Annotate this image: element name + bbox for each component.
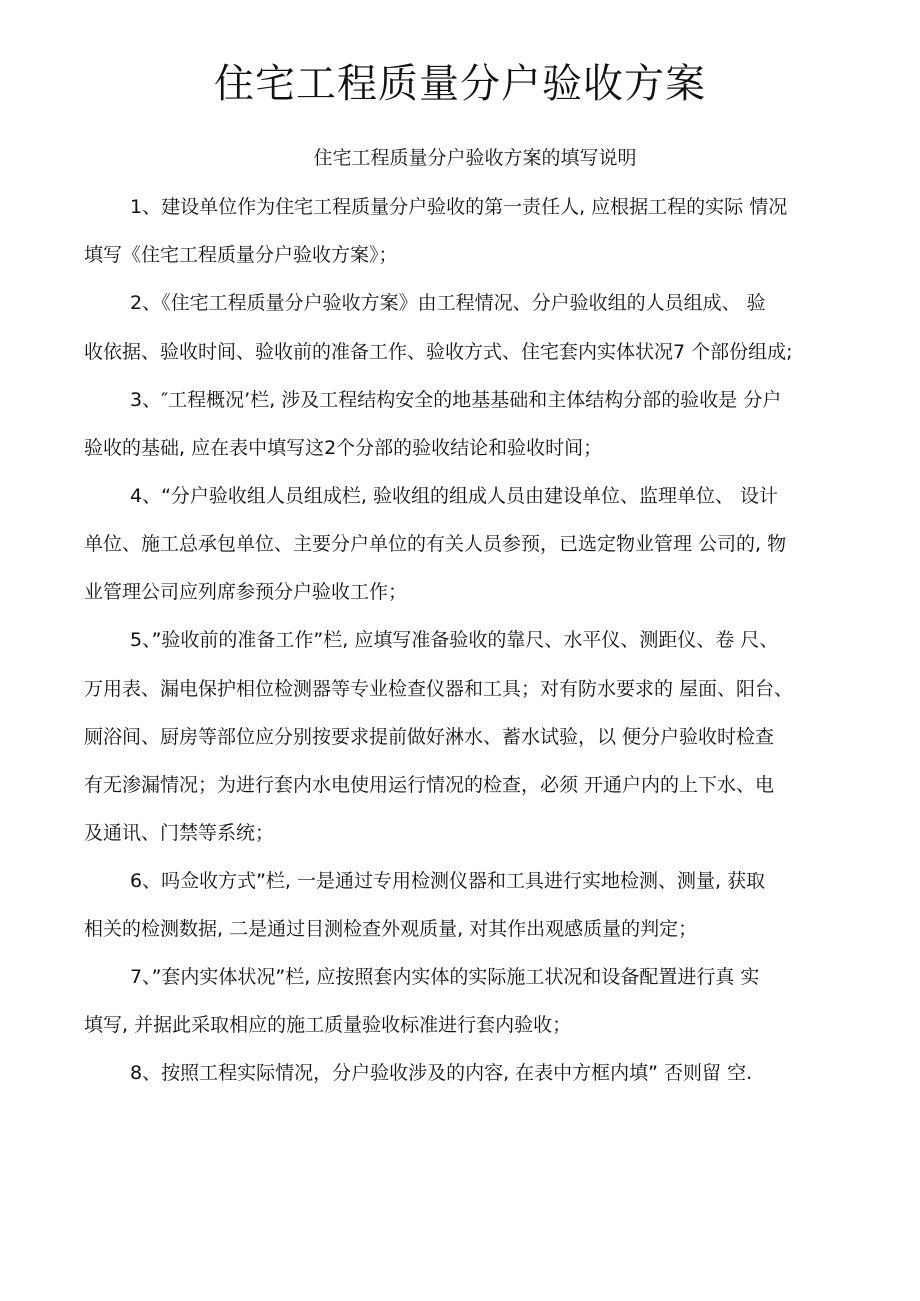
item-5-line-2: 万用表、漏电保护相位检测器等专业检查仪器和工具；对有防水要求的 屋面、阳台、: [84, 678, 794, 700]
document-subtitle: 住宅工程质量分户验收方案的填写说明: [313, 147, 637, 169]
item-4-line-1: 4、“分户验收组人员组成栏, 验收组的组成人员由建设单位、监理单位、 设计: [130, 485, 779, 507]
item-2-line-1: 2、《住宅工程质量分户验收方案》由工程情况、分户验收组的人员组成、 验: [130, 292, 766, 314]
item-5-line-3: 厕浴间、厨房等部位应分别按要求提前做好淋水、蓄水试验，以 便分户验收时检查: [84, 726, 775, 748]
item-6-line-2: 相关的检测数据, 二是通过目测检查外观质量, 对其作出观感质量的判定；: [84, 918, 698, 940]
item-4-line-3: 业管理公司应列席参预分户验收工作；: [84, 581, 408, 603]
document-title: 住宅工程质量分户验收方案: [214, 61, 706, 107]
item-1-line-2: 填写《住宅工程质量分户验收方案》；: [84, 244, 398, 266]
item-8-line-1: 8、按照工程实际情况，分户验收涉及的内容, 在表中方框内填” 否则留 空.: [130, 1062, 753, 1084]
item-3-line-2: 验收的基础, 应在表中填写这2个分部的验收结论和验收时间；: [84, 437, 603, 459]
item-5-line-5: 及通讯、门禁等系统；: [84, 822, 275, 844]
item-6-line-1: 6、吗佥收方式”栏, 一是通过专用检测仪器和工具进行实地检测、测量, 获取: [130, 870, 766, 892]
item-2-line-2: 收依据、验收时间、验收前的准备工作、验收方式、住宅套内实体状况7 个部份组成;: [84, 341, 793, 363]
item-5-line-1: 5、”验收前的准备工作”栏, 应填写准备验收的靠尺、水平仪、测距仪、卷 尺、: [130, 629, 779, 651]
item-5-line-4: 有无渗漏情况；为进行套内水电使用运行情况的检查，必须 开通户内的上下水、电: [84, 774, 775, 796]
item-4-line-2: 单位、施工总承包单位、主要分户单位的有关人员参预，已选定物业管理 公司的, 物: [84, 533, 787, 555]
item-7-line-2: 填写, 并据此采取相应的施工质量验收标准进行套内验收；: [84, 1014, 572, 1036]
item-7-line-1: 7、”套内实体状况”栏, 应按照套内实体的实际施工状况和设备配置进行真 实: [130, 966, 760, 988]
item-1-line-1: 1、建设单位作为住宅工程质量分户验收的第一责任人, 应根据工程的实际 情况: [130, 196, 788, 218]
item-3-line-1: 3、″工程概况’栏, 涉及工程结构安全的地基基础和主体结构分部的验收是 分户: [130, 389, 782, 411]
